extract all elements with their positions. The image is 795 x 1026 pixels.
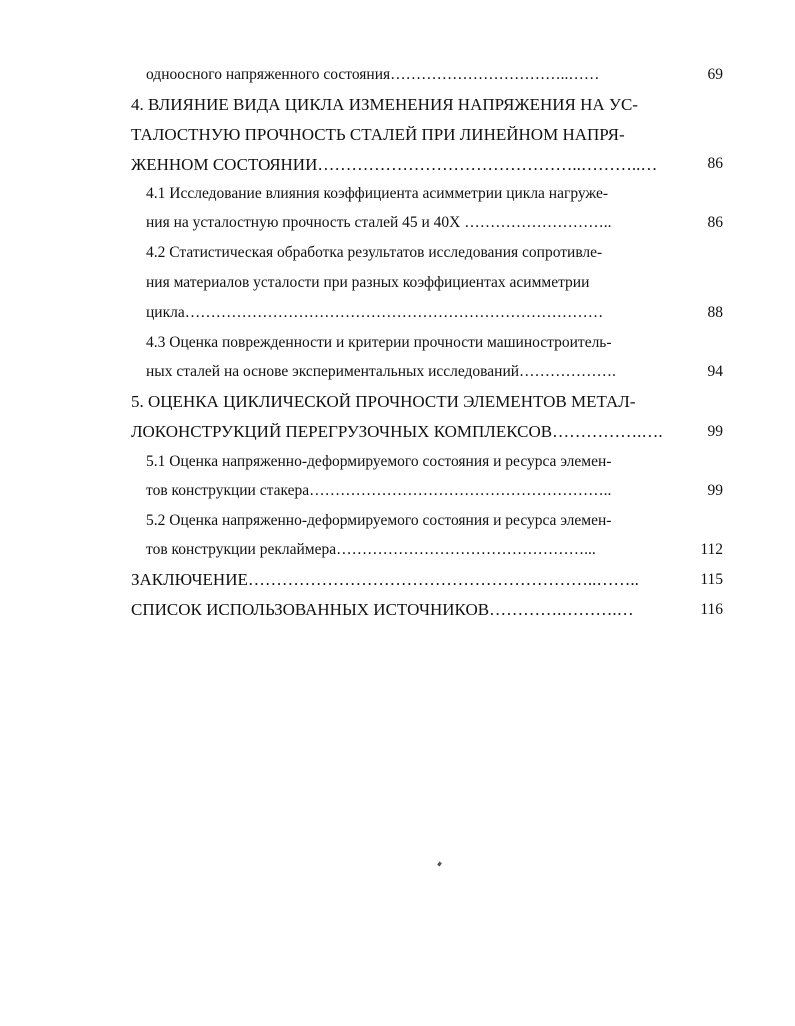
toc-entry-text: тов конструкции стакера………………………………………………….. — [146, 483, 612, 499]
toc-entry-text: тов конструкции реклаймера…………………………………………... — [146, 542, 596, 558]
toc-page-number: 86 — [707, 214, 723, 231]
toc-entry-text: цикла……………………………………………………………………… — [146, 305, 604, 321]
toc-entry-text: 4.1 Исследование влияния коэффициента асимметрии цикла нагруже- — [146, 186, 608, 202]
toc-chapter-heading: ЗАКЛЮЧЕНИЕ……………………………………………………..…….. — [131, 571, 639, 588]
toc-entry-text: одноосного напряженного состояния……………………………..…… — [146, 67, 600, 83]
toc-page-number: 99 — [707, 423, 723, 440]
toc-page-number: 115 — [700, 571, 723, 588]
toc-entry-text: ных сталей на основе экспериментальных исследований………………. — [146, 364, 616, 380]
toc-entry-text: 5.2 Оценка напряженно-деформируемого состояния и ресурса элемен- — [146, 513, 612, 529]
toc-entry-text: ния на усталостную прочность сталей 45 и 40Х ……………………….. — [146, 215, 612, 231]
toc-page-number: 86 — [707, 155, 723, 172]
toc-chapter-heading: ЖЕННОМ СОСТОЯНИИ………………………………………..………..… — [131, 156, 658, 173]
toc-page-number: 99 — [707, 482, 723, 499]
toc-page-number: 88 — [707, 304, 723, 321]
toc-page-number: 112 — [700, 541, 723, 558]
toc-entry-text: 4.2 Статистическая обработка результатов исследования сопротивле- — [146, 245, 603, 261]
toc-entry-text: 5.1 Оценка напряженно-деформируемого состояния и ресурса элемен- — [146, 454, 612, 470]
toc-page-number: 94 — [707, 363, 723, 380]
scan-speck — [437, 862, 442, 867]
toc-entry-text: 4.3 Оценка поврежденности и критерии прочности машиностроитель- — [146, 335, 612, 351]
toc-chapter-heading: ЛОКОНСТРУКЦИЙ ПЕРЕГРУЗОЧНЫХ КОМПЛЕКСОВ…………….…. — [131, 423, 663, 440]
toc-chapter-heading: ТАЛОСТНУЮ ПРОЧНОСТЬ СТАЛЕЙ ПРИ ЛИНЕЙНОМ НАПРЯ- — [131, 126, 625, 143]
toc-page-number: 69 — [707, 66, 723, 83]
toc-page-number: 116 — [700, 601, 723, 618]
toc-chapter-heading: 4. ВЛИЯНИЕ ВИДА ЦИКЛА ИЗМЕНЕНИЯ НАПРЯЖЕНИЯ НА УС- — [131, 96, 638, 113]
toc-chapter-heading: СПИСОК ИСПОЛЬЗОВАННЫХ ИСТОЧНИКОВ………….……….… — [131, 601, 634, 618]
toc-chapter-heading: 5. ОЦЕНКА ЦИКЛИЧЕСКОЙ ПРОЧНОСТИ ЭЛЕМЕНТОВ МЕТАЛ- — [131, 393, 636, 410]
toc-entry-text: ния материалов усталости при разных коэффициентах асимметрии — [146, 275, 590, 291]
